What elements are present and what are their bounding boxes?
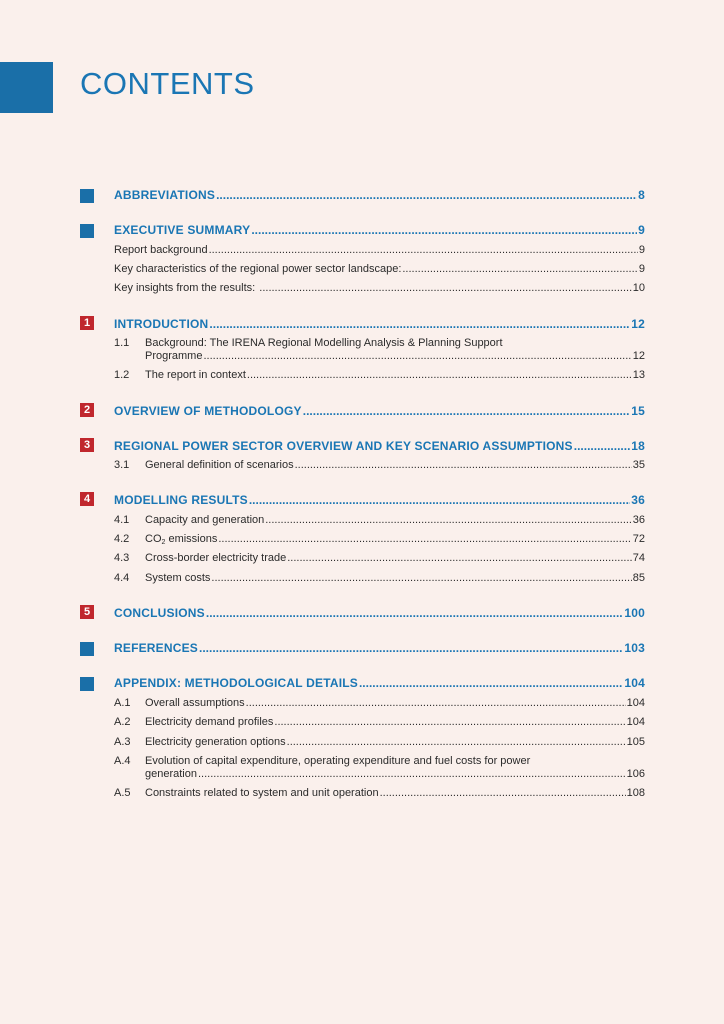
- toc-entry-label: CONCLUSIONS: [114, 606, 205, 620]
- section-number-badge: 2: [80, 403, 94, 417]
- toc-subentry-number: 4.3: [114, 552, 130, 564]
- toc-page-number: 35: [632, 459, 645, 471]
- toc-page-number: 72: [632, 533, 645, 545]
- section-number-badge: 5: [80, 605, 94, 619]
- toc-page-number: 13: [632, 369, 645, 381]
- section-marker-square: [80, 224, 94, 238]
- leader-dots: [209, 317, 630, 331]
- toc-subentry-label: Capacity and generation: [145, 514, 265, 526]
- leader-dots: [359, 676, 623, 690]
- toc-page-number: 18: [631, 439, 645, 453]
- toc-subentry-label: Constraints related to system and unit operation: [145, 787, 379, 799]
- toc-page-number: 104: [626, 716, 645, 728]
- toc-entry-overview[interactable]: [114, 404, 645, 418]
- toc-entry-label: REFERENCES: [114, 641, 199, 655]
- toc-subentry[interactable]: [114, 736, 645, 748]
- leader-dots: [251, 223, 637, 237]
- leader-dots: [216, 188, 637, 202]
- leader-dots: [198, 768, 626, 780]
- toc-subentry-continuation[interactable]: [145, 768, 645, 780]
- toc-subentry[interactable]: [114, 572, 645, 584]
- corner-accent-block: [0, 62, 53, 113]
- leader-dots: [211, 572, 631, 584]
- toc-subentry-number: A.5: [114, 787, 131, 799]
- toc-subentry-number: A.3: [114, 736, 131, 748]
- toc-page-number: 106: [626, 768, 645, 780]
- section-marker-square: [80, 189, 94, 203]
- toc-page-number: 36: [631, 493, 645, 507]
- leader-dots: [218, 533, 631, 545]
- toc-subentry[interactable]: [114, 282, 645, 294]
- leader-dots: [206, 606, 624, 620]
- leader-dots: [249, 493, 630, 507]
- leader-dots: [380, 787, 626, 799]
- toc-subentry-label: System costs: [145, 572, 211, 584]
- toc-subentry-label: Electricity generation options: [145, 736, 286, 748]
- toc-entry-references[interactable]: [114, 641, 645, 655]
- toc-subentry[interactable]: [114, 514, 645, 526]
- leader-dots: [265, 514, 632, 526]
- toc-entry-label: EXECUTIVE SUMMARY: [114, 223, 251, 237]
- section-marker-square: [80, 642, 94, 656]
- toc-subentry-label: Key insights from the results:: [114, 282, 259, 294]
- toc-subentry-label: Key characteristics of the regional power sector landscape:: [114, 263, 402, 275]
- toc-entry-introduction[interactable]: [114, 317, 645, 331]
- toc-subentry-number: 4.2: [114, 533, 130, 545]
- section-number-badge: 1: [80, 316, 94, 330]
- toc-entry-modelling[interactable]: [114, 493, 645, 507]
- toc-entry-label: ABBREVIATIONS: [114, 188, 216, 202]
- page-title: CONTENTS: [80, 66, 255, 101]
- toc-page-number: 36: [632, 514, 645, 526]
- toc-subentry-label: Background: The IRENA Regional Modelling Analysis & Planning Support: [145, 337, 503, 349]
- toc-subentry-label: Report background: [114, 244, 208, 256]
- toc-page-number: 12: [631, 317, 645, 331]
- toc-subentry[interactable]: [114, 337, 645, 349]
- toc-subentry[interactable]: [114, 244, 645, 256]
- toc-subentry-continuation[interactable]: [145, 350, 645, 362]
- toc-page-number: 10: [632, 282, 645, 294]
- leader-dots: [574, 439, 631, 453]
- toc-subentry-label: The report in context: [145, 369, 246, 381]
- leader-dots: [247, 369, 632, 381]
- section-marker-square: [80, 677, 94, 691]
- toc-entry-abbreviations[interactable]: [114, 188, 645, 202]
- section-number-badge: 4: [80, 492, 94, 506]
- toc-subentry-number: 4.4: [114, 572, 130, 584]
- toc-subentry-number: 4.1: [114, 514, 130, 526]
- co2-subscript: 2: [161, 539, 166, 546]
- toc-subentry[interactable]: [114, 533, 645, 546]
- leader-dots: [402, 263, 638, 275]
- toc-entry-label: INTRODUCTION: [114, 317, 209, 331]
- leader-dots: [203, 350, 631, 362]
- toc-page-number: 105: [626, 736, 645, 748]
- toc-subentry-number: 1.2: [114, 369, 130, 381]
- toc-subentry-label: General definition of scenarios: [145, 459, 294, 471]
- toc-subentry[interactable]: [114, 369, 645, 381]
- toc-subentry-label: Programme: [145, 350, 203, 362]
- toc-subentry[interactable]: [114, 263, 645, 275]
- toc-entry-conclusions[interactable]: [114, 606, 645, 620]
- toc-subentry-label: Electricity demand profiles: [145, 716, 274, 728]
- leader-dots: [274, 716, 625, 728]
- section-number-badge: 3: [80, 438, 94, 452]
- toc-page-number: 103: [624, 641, 645, 655]
- toc-entry-label: OVERVIEW OF METHODOLOGY: [114, 404, 302, 418]
- toc-page-number: 108: [626, 787, 645, 799]
- leader-dots: [259, 282, 631, 294]
- toc-page-number: 15: [631, 404, 645, 418]
- toc-page-number: 8: [638, 188, 645, 202]
- toc-subentry[interactable]: [114, 755, 645, 767]
- toc-entry-executive-summary[interactable]: [114, 223, 645, 237]
- toc-page-number: 12: [632, 350, 645, 362]
- toc-page-number: 100: [624, 606, 645, 620]
- toc-entry-regional[interactable]: [114, 439, 645, 453]
- toc-subentry-number: 3.1: [114, 459, 130, 471]
- co2-text: CO: [145, 533, 162, 545]
- toc-subentry[interactable]: [114, 697, 645, 709]
- leader-dots: [287, 552, 632, 564]
- toc-page-number: 9: [638, 223, 645, 237]
- toc-subentry-number: A.2: [114, 716, 131, 728]
- toc-subentry-number: A.4: [114, 755, 131, 767]
- toc-subentry-label: Cross-border electricity trade: [145, 552, 287, 564]
- toc-subentry[interactable]: [114, 716, 645, 728]
- toc-entry-appendix[interactable]: [114, 676, 645, 690]
- emissions-text: emissions: [165, 533, 218, 545]
- toc-page-number: 85: [632, 572, 645, 584]
- toc-subentry-label: generation: [145, 768, 197, 780]
- toc-subentry[interactable]: [114, 787, 645, 799]
- toc-subentry-number: A.1: [114, 697, 131, 709]
- toc-subentry-label: Evolution of capital expenditure, operating expenditure and fuel costs for power: [145, 755, 531, 767]
- toc-page-number: 104: [624, 676, 645, 690]
- toc-entry-label: MODELLING RESULTS: [114, 493, 248, 507]
- leader-dots: [199, 641, 623, 655]
- toc-subentry-label: [145, 533, 217, 546]
- toc-subentry[interactable]: [114, 552, 645, 564]
- toc-subentry-number: 1.1: [114, 337, 130, 349]
- toc-subentry-label: Overall assumptions: [145, 697, 245, 709]
- toc-page-number: 9: [638, 244, 645, 256]
- leader-dots: [209, 244, 638, 256]
- leader-dots: [287, 736, 626, 748]
- leader-dots: [246, 697, 626, 709]
- leader-dots: [295, 459, 632, 471]
- toc-subentry[interactable]: [114, 459, 645, 471]
- toc-page-number: 104: [626, 697, 645, 709]
- toc-page-number: 74: [632, 552, 645, 564]
- toc-entry-label: APPENDIX: METHODOLOGICAL DETAILS: [114, 676, 358, 690]
- toc-entry-label: REGIONAL POWER SECTOR OVERVIEW AND KEY SCENARIO ASSUMPTIONS: [114, 439, 573, 453]
- leader-dots: [303, 404, 631, 418]
- toc-page-number: 9: [638, 263, 645, 275]
